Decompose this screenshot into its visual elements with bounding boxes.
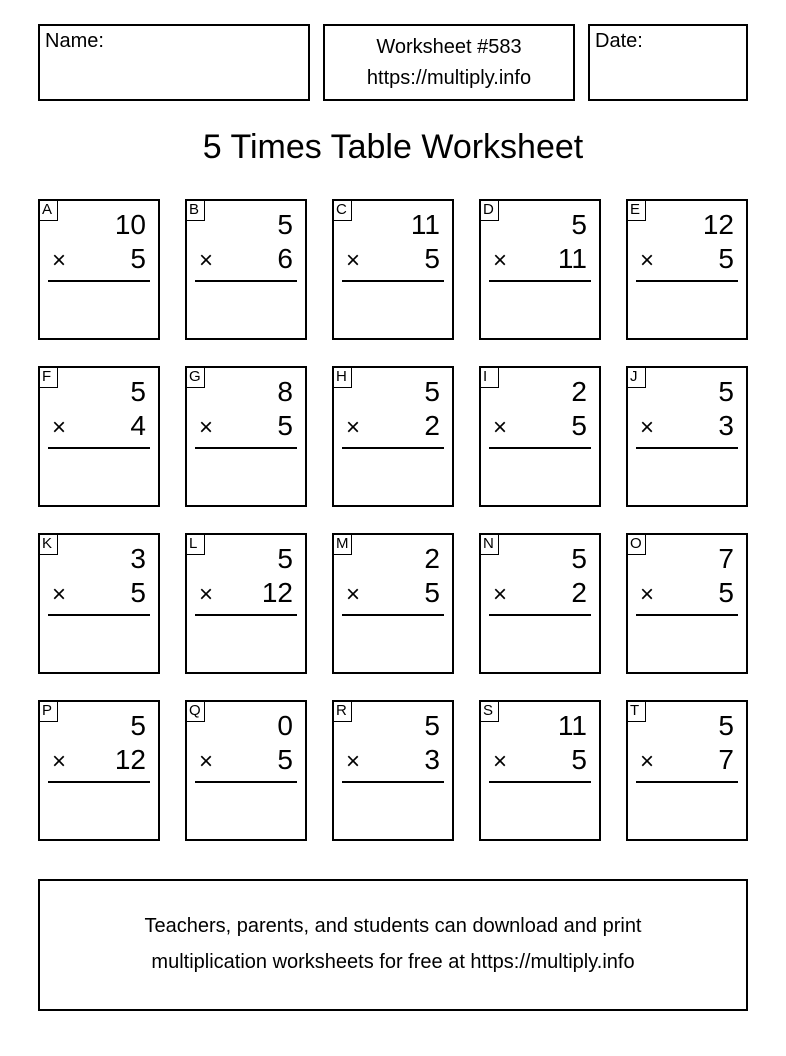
problem-top-number: 11: [410, 209, 440, 240]
problem-card[interactable]: [38, 700, 160, 841]
times-sign: ×: [493, 414, 508, 441]
answer-line: [48, 447, 150, 449]
problem-card[interactable]: [185, 366, 307, 507]
times-sign: ×: [199, 748, 214, 775]
problem-card[interactable]: [479, 366, 601, 507]
problem-letter: E: [626, 199, 646, 221]
problem-bottom-number: 3: [718, 410, 734, 441]
times-sign: ×: [199, 414, 214, 441]
problem-card[interactable]: [38, 533, 160, 674]
problem-top-number: 8: [277, 376, 293, 407]
problem-letter: O: [626, 533, 646, 555]
problem-card[interactable]: [626, 366, 748, 507]
problem-top-number: 10: [114, 209, 146, 240]
problem-card[interactable]: [479, 199, 601, 340]
times-sign: ×: [493, 748, 508, 775]
problem-bottom-number: 5: [130, 577, 146, 608]
page-title: 5 Times Table Worksheet: [202, 128, 584, 166]
answer-line: [195, 781, 297, 783]
problem-card[interactable]: [38, 199, 160, 340]
answer-line: [195, 447, 297, 449]
problem-bottom-number: 12: [114, 744, 146, 775]
problem-letter: K: [38, 533, 58, 555]
problem-bottom-number: 7: [718, 744, 734, 775]
problem-bottom-number: 4: [130, 410, 146, 441]
problem-letter: Q: [185, 700, 205, 722]
problem-top-number: 5: [424, 376, 440, 407]
times-sign: ×: [346, 247, 361, 274]
problem-top-number: 7: [718, 543, 734, 574]
problem-letter: F: [38, 366, 58, 388]
problem-top-number: 5: [571, 209, 587, 240]
problem-letter: H: [332, 366, 352, 388]
problem-card[interactable]: [185, 199, 307, 340]
date-label: Date:: [595, 30, 643, 52]
problem-top-number: 2: [571, 376, 587, 407]
footer-box: [38, 879, 748, 1011]
problem-bottom-number: 5: [718, 577, 734, 608]
problem-letter: R: [332, 700, 352, 722]
problem-card[interactable]: [479, 533, 601, 674]
problem-bottom-number: 5: [424, 577, 440, 608]
problem-card[interactable]: [332, 199, 454, 340]
answer-line: [342, 614, 444, 616]
answer-line: [342, 280, 444, 282]
problem-bottom-number: 5: [277, 410, 293, 441]
problem-bottom-number: 5: [277, 744, 293, 775]
times-sign: ×: [640, 581, 655, 608]
problem-letter: P: [38, 700, 58, 722]
name-label: Name:: [45, 30, 104, 52]
problem-card[interactable]: [626, 700, 748, 841]
worksheet-info-box: [323, 24, 575, 101]
times-sign: ×: [52, 247, 67, 274]
problem-top-number: 5: [277, 543, 293, 574]
answer-line: [48, 781, 150, 783]
answer-line: [48, 614, 150, 616]
problem-bottom-number: 5: [424, 243, 440, 274]
problem-letter: N: [479, 533, 499, 555]
times-sign: ×: [52, 414, 67, 441]
problem-card[interactable]: [332, 533, 454, 674]
problem-card[interactable]: [626, 199, 748, 340]
problem-letter: G: [185, 366, 205, 388]
problem-card[interactable]: [332, 700, 454, 841]
times-sign: ×: [640, 247, 655, 274]
problem-letter: S: [479, 700, 499, 722]
times-sign: ×: [199, 247, 214, 274]
problem-bottom-number: 2: [424, 410, 440, 441]
answer-line: [636, 781, 738, 783]
problem-letter: L: [185, 533, 205, 555]
answer-line: [489, 447, 591, 449]
problem-bottom-number: 11: [557, 243, 587, 274]
problem-letter: I: [479, 366, 499, 388]
problem-top-number: 12: [702, 209, 734, 240]
times-sign: ×: [52, 581, 67, 608]
problem-top-number: 5: [277, 209, 293, 240]
problem-letter: D: [479, 199, 499, 221]
date-field[interactable]: [588, 24, 748, 101]
times-sign: ×: [493, 247, 508, 274]
answer-line: [636, 447, 738, 449]
times-sign: ×: [346, 748, 361, 775]
problem-bottom-number: 12: [261, 577, 293, 608]
times-sign: ×: [640, 414, 655, 441]
problem-card[interactable]: [185, 700, 307, 841]
problem-card[interactable]: [185, 533, 307, 674]
footer-line-2: multiplication worksheets for free at https://multiply.info: [151, 951, 635, 973]
problem-top-number: 2: [424, 543, 440, 574]
problem-top-number: 11: [557, 710, 587, 741]
problem-letter: B: [185, 199, 205, 221]
times-sign: ×: [346, 414, 361, 441]
worksheet-number: Worksheet #583: [376, 36, 522, 58]
answer-line: [489, 781, 591, 783]
worksheet-url: https://multiply.info: [366, 67, 532, 89]
problem-top-number: 5: [718, 710, 734, 741]
problem-bottom-number: 6: [277, 243, 293, 274]
problem-letter: M: [332, 533, 352, 555]
answer-line: [48, 280, 150, 282]
name-field[interactable]: [38, 24, 310, 101]
problem-letter: J: [626, 366, 646, 388]
answer-line: [636, 614, 738, 616]
answer-line: [489, 614, 591, 616]
problem-letter: T: [626, 700, 646, 722]
problem-top-number: 5: [424, 710, 440, 741]
times-sign: ×: [493, 581, 508, 608]
problem-card[interactable]: [479, 700, 601, 841]
problem-bottom-number: 3: [424, 744, 440, 775]
problem-top-number: 3: [130, 543, 146, 574]
answer-line: [195, 280, 297, 282]
problem-bottom-number: 5: [571, 410, 587, 441]
problem-card[interactable]: [626, 533, 748, 674]
answer-line: [342, 447, 444, 449]
times-sign: ×: [52, 748, 67, 775]
answer-line: [195, 614, 297, 616]
problem-letter: C: [332, 199, 352, 221]
problem-bottom-number: 5: [130, 243, 146, 274]
problem-letter: A: [38, 199, 58, 221]
problem-top-number: 0: [277, 710, 293, 741]
problem-card[interactable]: [332, 366, 454, 507]
problem-top-number: 5: [571, 543, 587, 574]
problem-top-number: 5: [130, 710, 146, 741]
answer-line: [342, 781, 444, 783]
answer-line: [489, 280, 591, 282]
problem-top-number: 5: [718, 376, 734, 407]
problem-bottom-number: 5: [718, 243, 734, 274]
problem-card[interactable]: [38, 366, 160, 507]
problem-top-number: 5: [130, 376, 146, 407]
times-sign: ×: [199, 581, 214, 608]
problem-bottom-number: 5: [571, 744, 587, 775]
times-sign: ×: [346, 581, 361, 608]
problem-bottom-number: 2: [571, 577, 587, 608]
footer-line-1: Teachers, parents, and students can download and print: [144, 915, 642, 937]
times-sign: ×: [640, 748, 655, 775]
answer-line: [636, 280, 738, 282]
